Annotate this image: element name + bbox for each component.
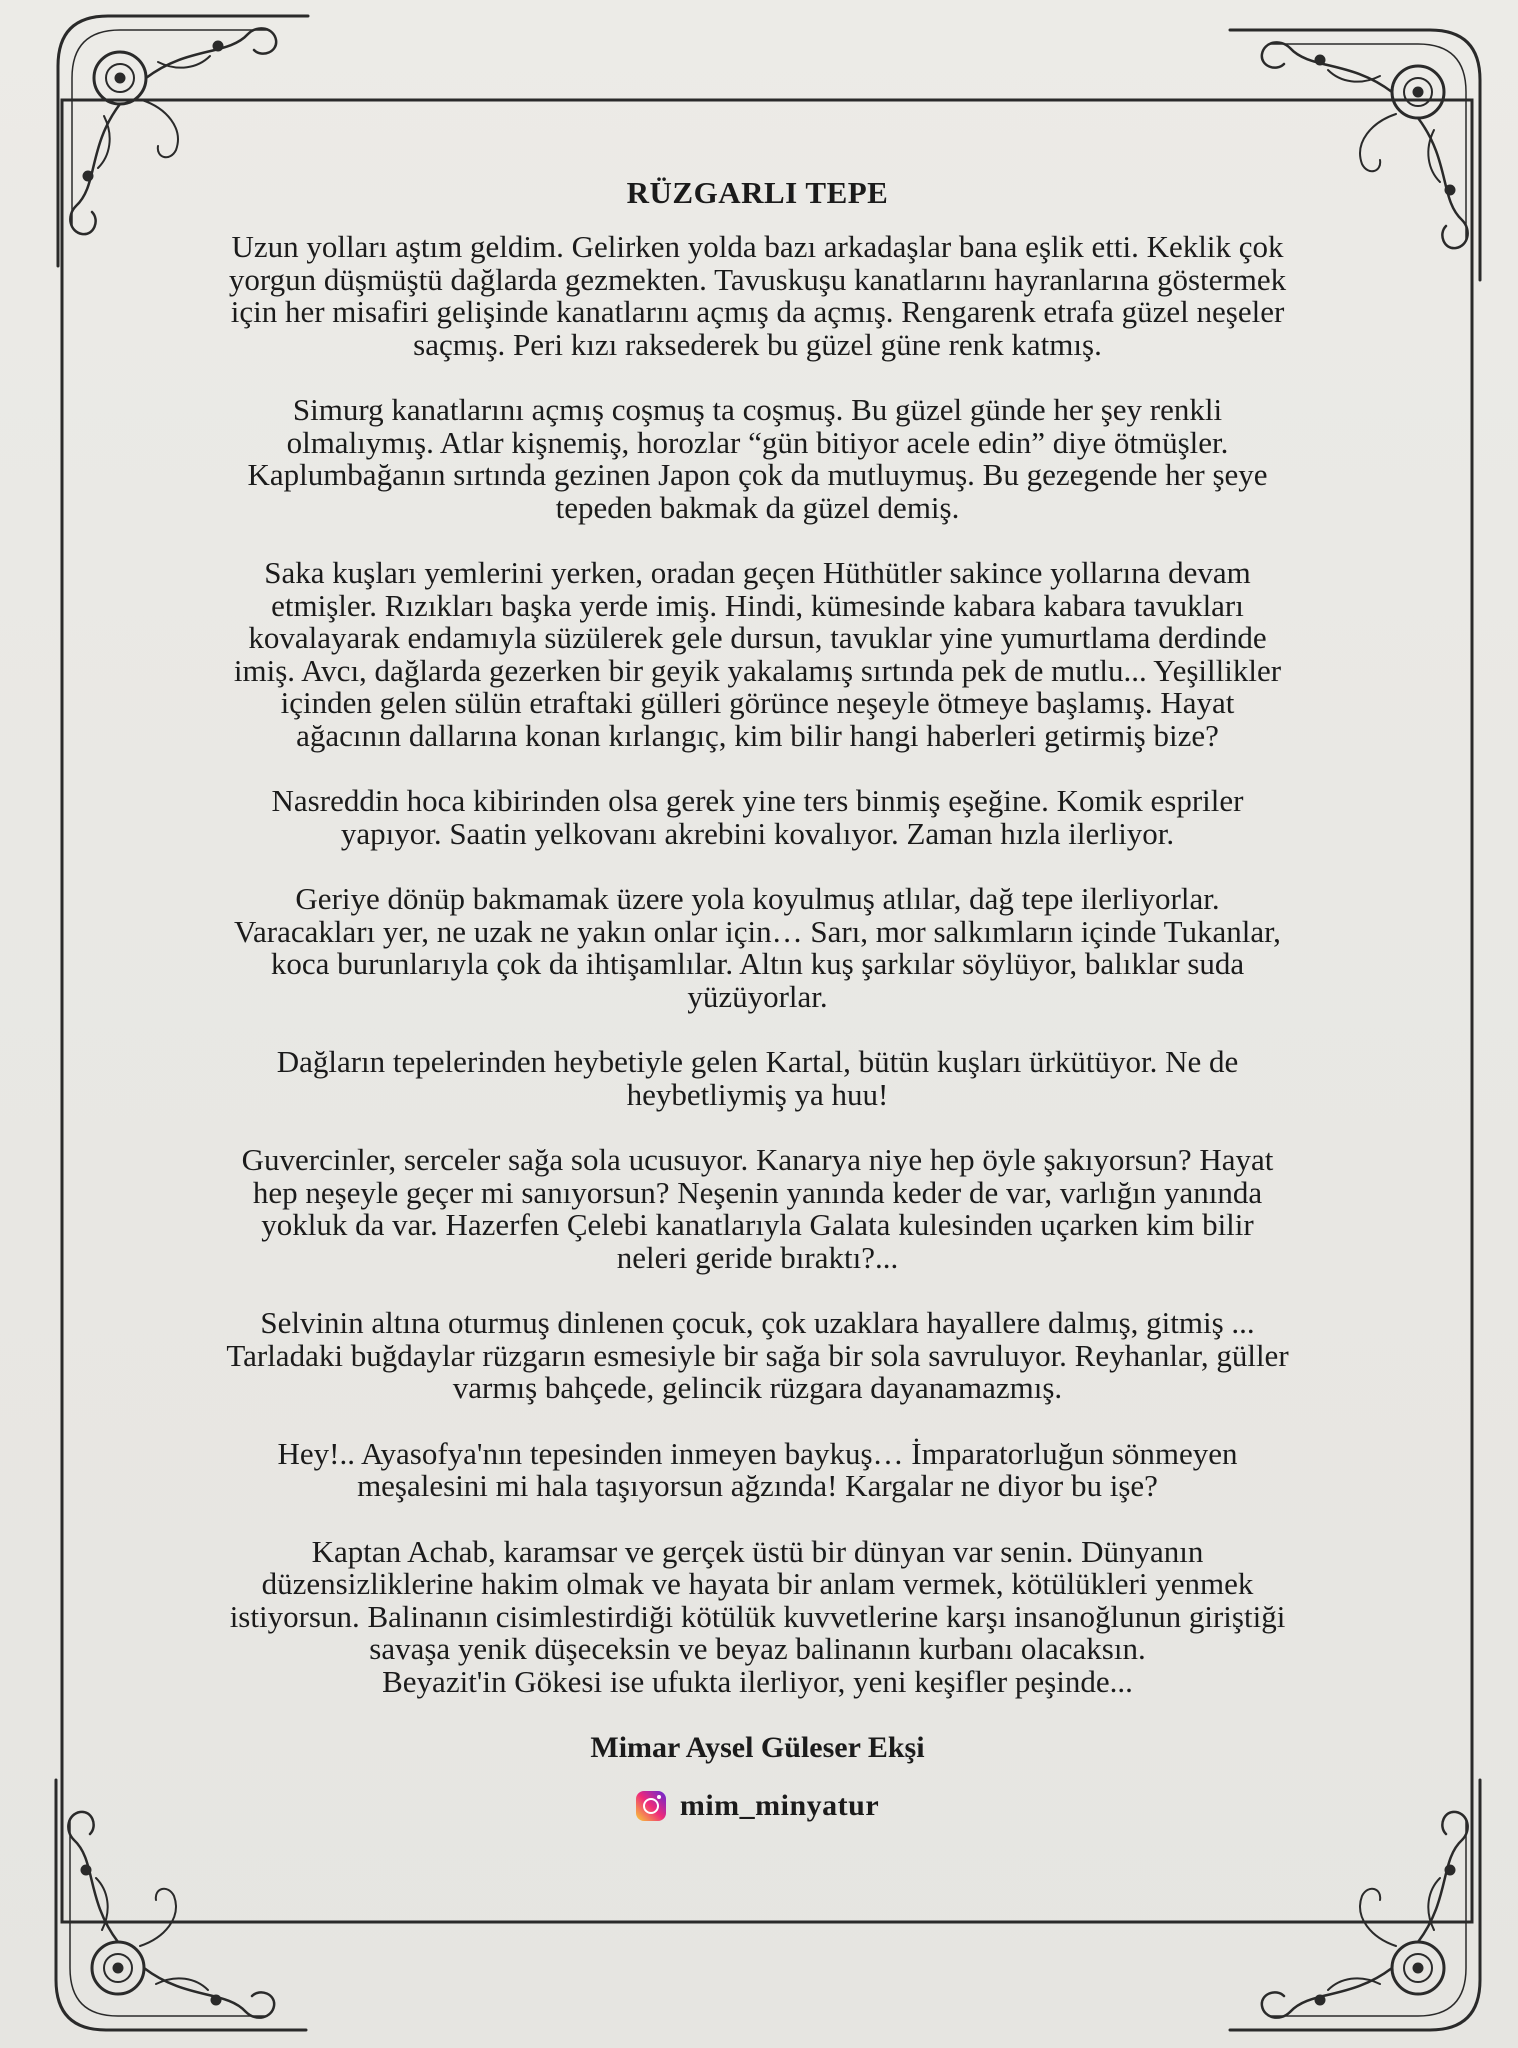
text-line: Selvinin altına oturmuş dinlenen çocuk, çok uzaklara hayallere dalmış, gitmiş ...	[260, 1305, 1255, 1340]
paragraph	[135, 1144, 1380, 1274]
page-title: RÜZGARLI TEPE	[626, 175, 889, 210]
paragraph	[135, 557, 1380, 752]
text-line: düzensizliklerine hakim olmak ve hayata bir anlam vermek, kötülükleri yenmek	[261, 1566, 1254, 1601]
text-line: koca burunlarıyla çok da ihtişamlılar. Altın kuş şarkılar söylüyor, balıklar suda	[270, 946, 1245, 981]
text-line: yapıyor. Saatin yelkovanı akrebini kovalıyor. Zaman hızla ilerliyor.	[340, 815, 1175, 851]
text-line: içinden gelen sülün etraftaki gülleri görünce neşeyle ötmeye başlamış. Hayat	[280, 685, 1235, 720]
text-line: Geriye dönüp bakmamak üzere yola koyulmuş atlılar, dağ tepe ilerliyorlar.	[295, 881, 1220, 916]
text-line: Kaplumbağanın sırtında gezinen Japon çok da mutluymuş. Bu gezegende her şeye	[247, 457, 1268, 492]
text-line: yokluk da var. Hazerfen Çelebi kanatlarıyla Galata kulesinden uçarken kim bilir	[261, 1207, 1254, 1242]
text-line: istiyorsun. Balinanın cisimlestirdiği kötülük kuvvetlerine karşı insanoğlunun giriştiği	[229, 1598, 1286, 1634]
text-line: için her misafiri gelişinde kanatlarını açmış da açmış. Rengarenk etrafa güzel neşeler	[230, 294, 1285, 329]
text-line: Guvercinler, serceler sağa sola ucusuyor. Kanarya niye hep öyle şakıyorsun? Hayat	[241, 1142, 1274, 1177]
text-line: kovalayarak endamıyla süzülerek gele dursun, tavuklar yine yumurtlama derdinde	[248, 620, 1267, 655]
text-line: Beyazit'in Gökesi ise ufukta ilerliyor, yeni keşifler peşinde...	[382, 1663, 1133, 1699]
text-line: etmişler. Rızıkları başka yerde imiş. Hindi, kümesinde kabara kabara tavukları	[271, 587, 1244, 623]
paragraph	[135, 394, 1380, 524]
paragraph	[135, 1533, 1380, 1699]
text-line: Kaptan Achab, karamsar ve gerçek üstü bir dünyan var senin. Dünyanın	[311, 1533, 1204, 1569]
text-line: Simurg kanatlarını açmış coşmuş ta coşmuş. Bu güzel günde her şey renkli	[292, 392, 1223, 427]
text-line: tepeden bakmak da güzel demiş.	[555, 489, 960, 525]
text-line: Saka kuşları yemlerini yerken, oradan geçen Hüthütler sakince yollarına devam	[264, 555, 1251, 590]
paragraph	[135, 1435, 1380, 1503]
text-line: imiş. Avcı, dağlarda gezerken bir geyik yakalamış sırtında pek de mutlu... Yeşillikler	[233, 652, 1282, 688]
text-line: Hey!.. Ayasofya'nın tepesinden inmeyen baykuş… İmparatorluğun sönmeyen	[277, 1435, 1238, 1471]
paragraph	[135, 1307, 1380, 1405]
instagram-handle: mim_minyatur	[679, 1789, 880, 1822]
text-line: Dağların tepelerinden heybetiyle gelen Kartal, bütün kuşları ürkütüyor. Ne de	[276, 1044, 1239, 1079]
paragraph	[135, 1046, 1380, 1111]
paragraph	[135, 785, 1380, 850]
paragraph	[135, 883, 1380, 1013]
instagram-credit	[135, 1789, 1380, 1823]
text-line: Uzun yolları aştım geldim. Gelirken yolda bazı arkadaşlar bana eşlik etti. Keklik çok	[231, 229, 1284, 264]
text-line: hep neşeyle geçer mi sanıyorsun? Neşenin yanında keder de var, varlığın yanında	[252, 1174, 1263, 1210]
text-line: heybetliymiş ya huu!	[626, 1076, 889, 1112]
text-line: ağacının dallarına konan kırlangıç, kim bilir hangi haberleri getirmiş bize?	[296, 717, 1219, 753]
text-line: yorgun düşmüştü dağlarda gezmekten. Tavuskuşu kanatlarını hayranlarına göstermek	[228, 261, 1287, 297]
text-line: olmalıymış. Atlar kişnemiş, horozlar “gün bitiyor acele edin” diye ötmüşler.	[286, 424, 1229, 460]
author-name: Mimar Aysel Güleser Ekşi	[590, 1731, 925, 1764]
document-body	[135, 175, 1380, 1823]
text-line: Tarladaki buğdaylar rüzgarın esmesiyle bir sağa bir sola savruluyor. Reyhanlar, güller	[226, 1337, 1289, 1373]
text-line: Varacakları yer, ne uzak ne yakın onlar için… Sarı, mor salkımların içinde Tukanlar,	[234, 913, 1281, 949]
instagram-icon	[636, 1791, 666, 1821]
text-line: Nasreddin hoca kibirinden olsa gerek yine ters binmiş eşeğine. Komik espriler	[271, 783, 1244, 818]
text-line: yüzüyorlar.	[687, 978, 828, 1014]
text-line: saçmış. Peri kızı raksederek bu güzel güne renk katmış.	[413, 326, 1102, 362]
text-line: neleri geride bıraktı?...	[616, 1239, 899, 1275]
text-line: savaşa yenik düşeceksin ve beyaz balinanın kurbanı olacaksın.	[369, 1631, 1146, 1666]
text-line: meşalesini mi hala taşıyorsun ağzında! Kargalar ne diyor bu işe?	[357, 1468, 1158, 1503]
text-line: varmış bahçede, gelincik rüzgara dayanamazmış.	[452, 1370, 1063, 1405]
paragraph	[135, 231, 1380, 361]
